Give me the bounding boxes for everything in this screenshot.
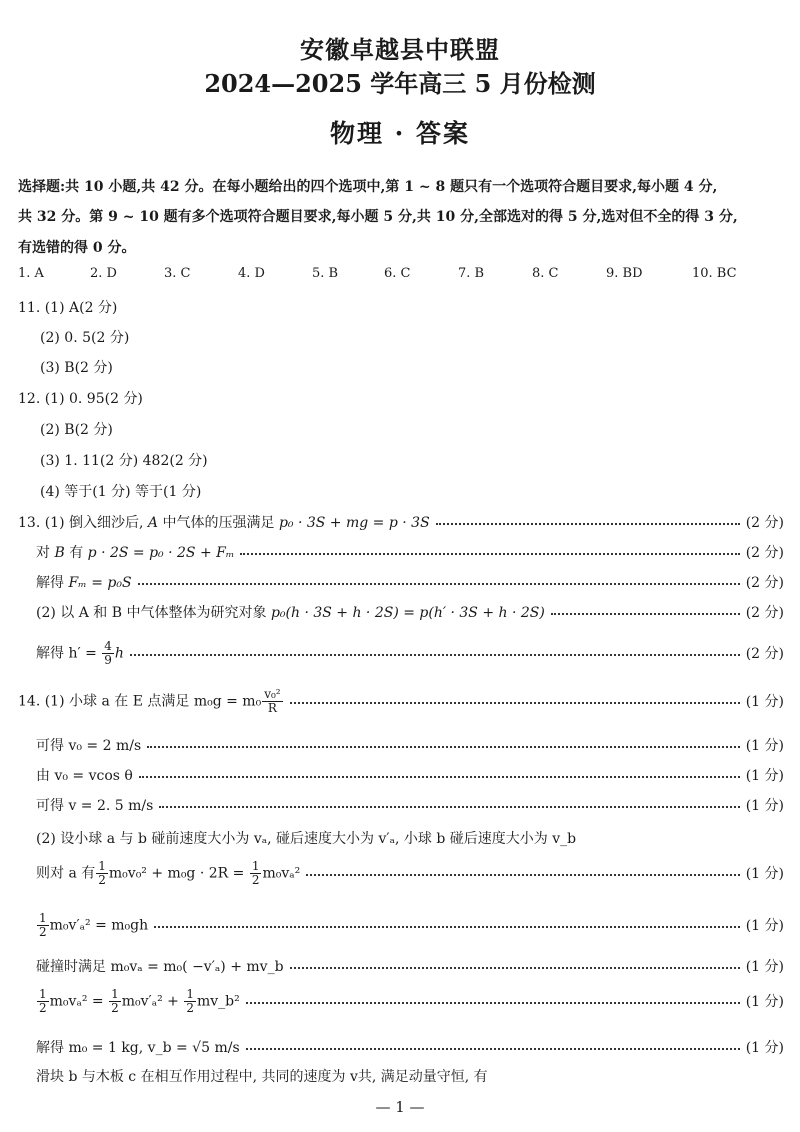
q14-line-10: 解得 m₀ = 1 kg, v_b = √5 m/s (1 分): [36, 1036, 784, 1058]
q14-line-11: 滑块 b 与木板 c 在相互作用过程中, 共同的速度为 v共, 满足动量守恒, 有: [36, 1069, 488, 1085]
mc-answer-5: 5. B: [312, 266, 339, 281]
intro-line-3: 有选错的得 0 分。: [18, 240, 136, 256]
score: (2 分): [745, 545, 784, 561]
mc-answer-10: 10. BC: [692, 266, 737, 281]
score: (2 分): [745, 575, 784, 591]
q14-line-5: (2) 设小球 a 与 b 碰前速度大小为 vₐ, 碰后速度大小为 v′ₐ, 小球 b 碰后速度大小为 v_b: [36, 831, 577, 847]
intro-line-2: 共 32 分。第 9 ~ 10 题有多个选项符合题目要求,每小题 5 分,共 10 分,全部选对的得 5 分,选对但不全的得 3 分,: [18, 209, 738, 225]
q11-part1: 11. (1) A(2 分): [18, 300, 118, 316]
page-number: — 1 —: [375, 1098, 425, 1116]
q14-line-4: 可得 v = 2. 5 m/s (1 分): [36, 794, 784, 816]
q12-part4: (4) 等于(1 分) 等于(1 分): [40, 484, 202, 500]
q13-line-3: 解得 Fₘ = p₀S (2 分): [36, 571, 784, 593]
subject-title: 物理 · 答案: [329, 119, 471, 148]
q14-line-9: $\frac{1}{2}$ m₀vₐ² = $\frac{1}{2}$ m₀v′ₐ² + $\frac{1}{2}$ mv_b² (1 分): [39, 986, 784, 1015]
mc-answer-8: 8. C: [532, 266, 559, 281]
score: (1 分): [745, 866, 784, 882]
score: (1 分): [745, 959, 784, 975]
q14-line-7: $\frac{1}{2}$ m₀v′ₐ² = m₀gh (1 分): [39, 910, 784, 939]
score: (1 分): [745, 918, 784, 934]
q14-line-6: 则对 a 有 $\frac{1}{2}$ m₀v₀² + m₀g · 2R = $\frac{1}{2}$ m₀vₐ² (1 分): [36, 858, 784, 887]
exam-title: 2024—2025 学年高三 5 月份检测: [204, 69, 596, 98]
q13-line-1: 13. (1) 倒入细沙后, A 中气体的压强满足 p₀ · 3S + mg = p · 3S (2 分): [18, 511, 784, 533]
score: (1 分): [745, 798, 784, 814]
q11-part3: (3) B(2 分): [40, 360, 113, 376]
score: (1 分): [745, 768, 784, 784]
mc-answer-1: 1. A: [18, 266, 44, 281]
q13-line-5: 解得 h′ = $\frac{4}{9}$ h (2 分): [36, 638, 784, 667]
q13-eq-2: p · 2S = p₀ · 2S + Fₘ: [87, 545, 235, 561]
q13-eq-3: Fₘ = p₀S: [68, 575, 132, 591]
q14-line-1: 14. (1) 小球 a 在 E 点满足 m₀g = m₀ $\frac{\text{v₀²}}{R}$ (1 分): [18, 686, 784, 715]
mc-answer-4: 4. D: [238, 266, 265, 281]
q12-part3: (3) 1. 11(2 分) 482(2 分): [40, 453, 208, 469]
score: (2 分): [745, 605, 784, 621]
q13-line-2: 对 B 有 p · 2S = p₀ · 2S + Fₘ (2 分): [36, 541, 784, 563]
score: (1 分): [745, 994, 784, 1010]
mc-answer-7: 7. B: [458, 266, 485, 281]
score: (1 分): [745, 694, 784, 710]
q11-part2: (2) 0. 5(2 分): [40, 330, 130, 346]
mc-answer-9: 9. BD: [606, 266, 643, 281]
q13-eq-4: p₀(h · 3S + h · 2S) = p(h′ · 3S + h · 2S): [270, 605, 545, 621]
mc-answer-3: 3. C: [164, 266, 191, 281]
q13-line-4: (2) 以 A 和 B 中气体整体为研究对象 p₀(h · 3S + h · 2S) = p(h′ · 3S + h · 2S) (2 分): [36, 601, 784, 623]
q14-line-3: 由 v₀ = vcos θ (1 分): [36, 764, 784, 786]
q14-line-2: 可得 v₀ = 2 m/s (1 分): [36, 734, 784, 756]
intro-line-1: 选择题:共 10 小题,共 42 分。在每小题给出的四个选项中,第 1 ~ 8 题只有一个选项符合题目要求,每小题 4 分,: [18, 179, 718, 195]
q14-line-8: 碰撞时满足 m₀vₐ = m₀( −v′ₐ) + mv_b (1 分): [36, 955, 784, 977]
score: (2 分): [745, 646, 784, 662]
q13-eq-1: p₀ · 3S + mg = p · 3S: [278, 515, 430, 531]
alliance-title: 安徽卓越县中联盟: [300, 35, 500, 64]
score: (1 分): [745, 738, 784, 754]
score: (2 分): [745, 515, 784, 531]
mc-answer-2: 2. D: [90, 266, 117, 281]
score: (1 分): [745, 1040, 784, 1056]
mc-answer-6: 6. C: [384, 266, 411, 281]
q12-part2: (2) B(2 分): [40, 422, 113, 438]
q12-part1: 12. (1) 0. 95(2 分): [18, 391, 143, 407]
